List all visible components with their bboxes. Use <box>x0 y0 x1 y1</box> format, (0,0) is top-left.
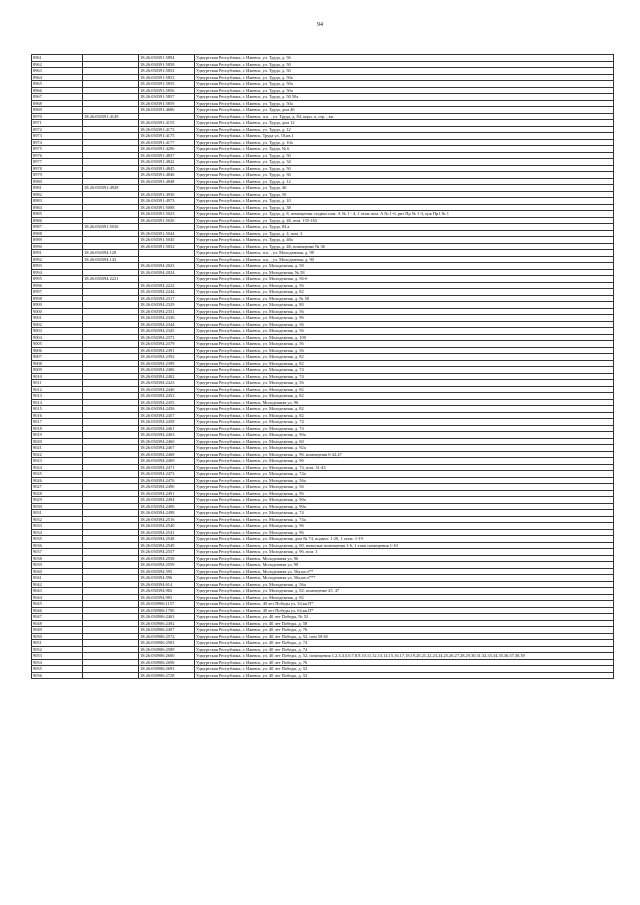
row-number: 9013 <box>32 393 83 400</box>
building-number: 18:26:030906:2698 <box>139 659 195 666</box>
building-number: 18:26:030391:4848 <box>139 178 195 185</box>
row-number: 9055 <box>32 666 83 673</box>
row-number: 9016 <box>32 412 83 419</box>
land-parcel-number: 18:26:030394:2221 <box>83 276 139 283</box>
building-number: 18:26:030394:2222 <box>139 282 195 289</box>
row-number: 9036 <box>32 542 83 549</box>
row-number: 8983 <box>32 198 83 205</box>
address: Удмуртская Республика, г. Ижевск, ул. Труда, д. 56 <box>195 55 614 62</box>
address: Удмуртская Республика, г. Ижевск, ул. Труда, д. 50 <box>195 152 614 159</box>
row-number: 9025 <box>32 471 83 478</box>
building-number: 18:26:030391:4842 <box>139 159 195 166</box>
address: Удмуртская Республика, г. Ижевск, ул. Молодежная, д. 74а <box>195 471 614 478</box>
building-number: 18:26:030394:2498 <box>139 510 195 517</box>
address: Удмуртская Республика, г. Ижевск, ул. Молодежная, д. 82 <box>195 386 614 393</box>
row-number: 9032 <box>32 516 83 523</box>
address: Удмуртская Республика, г. Ижевск, ул. Труда, д. 50а <box>195 81 614 88</box>
address: Удмуртская Республика, г. Ижевск, ул. Молодежная, д. 82 <box>195 594 614 601</box>
building-number: 18:26:030394:2392 <box>139 354 195 361</box>
row-number: 9021 <box>32 445 83 452</box>
row-number: 8998 <box>32 295 83 302</box>
row-number: 9042 <box>32 581 83 588</box>
address: Удмуртская Республика, г. Ижевск, Молодежная ул, 96 <box>195 399 614 406</box>
address: Удмуртская Республика, г. Ижевск, ул. Труда, 50 <box>195 191 614 198</box>
building-number: 18:26:030906:2728 <box>139 672 195 679</box>
building-number: 18:26:030394:2423 <box>139 380 195 387</box>
row-number: 8989 <box>32 237 83 244</box>
building-number: 18:26:030394:2468 <box>139 451 195 458</box>
address: Удмуртская Республика, г. Ижевск, ул. Молодежная, д. 82 <box>195 289 614 296</box>
building-number: 18:26:030394:2458 <box>139 419 195 426</box>
land-parcel-number: 18:26:030391:4928 <box>83 185 139 192</box>
row-number: 8970 <box>32 113 83 120</box>
register-table <box>31 54 614 679</box>
row-number: 9022 <box>32 451 83 458</box>
building-number: 18:26:030391:4973 <box>139 198 195 205</box>
row-number: 9011 <box>32 380 83 387</box>
building-number: 18:26:030391:5855 <box>139 81 195 88</box>
row-number: 8986 <box>32 217 83 224</box>
building-number: 18:26:030394:2540 <box>139 523 195 530</box>
building-number: 18:26:030394:2317 <box>139 295 195 302</box>
address: Удмуртская Республика, г. Ижевск, Труда ул, 10,кв.1 <box>195 133 614 140</box>
address: Удмуртская Республика, г. Ижевск, ул. Молодежная, д. 82 <box>195 412 614 419</box>
address: Удмуртская Республика, г. Ижевск, ул. Молодежная, д. 90а <box>195 503 614 510</box>
land-parcel-number <box>83 672 139 679</box>
address: Удмуртская Республика, г. Ижевск, ул. Молодежная, д. 56 <box>195 347 614 354</box>
row-number: 9053 <box>32 653 83 660</box>
row-number: 8966 <box>32 87 83 94</box>
row-number: 9041 <box>32 575 83 582</box>
land-parcel-number: 18:26:030391:5036 <box>83 224 139 231</box>
address: Удмуртская Республика, г. Ижевск, ул. Труда, д. 50 <box>195 61 614 68</box>
building-number: 18:26:030394:2379 <box>139 341 195 348</box>
building-number: 18:26:030394:2473 <box>139 471 195 478</box>
address: Удмуртская Республика, г. Ижевск, ул. Молодежная, д. 96, помещения 6-42,47 <box>195 451 614 458</box>
building-number: 18:26:030394:614 <box>139 581 195 588</box>
building-number: 18:26:030906:1700 <box>139 607 195 614</box>
row-number: 9000 <box>32 308 83 315</box>
building-number: 18:26:030394:2466 <box>139 438 195 445</box>
row-number: 9008 <box>32 360 83 367</box>
building-number: 18:26:030391:5026 <box>139 217 195 224</box>
building-number: 18:26:030391:4930 <box>139 191 195 198</box>
address: Удмуртская Республика, г. Ижевск, ул. 40 лет Победы, д. 52 <box>195 672 614 679</box>
row-number: 8973 <box>32 133 83 140</box>
building-number: 18:26:030394:2455 <box>139 399 195 406</box>
row-number: 8976 <box>32 152 83 159</box>
row-number: 8993 <box>32 263 83 270</box>
building-number: 18:26:030394:2456 <box>139 406 195 413</box>
row-number: 8994 <box>32 269 83 276</box>
row-number: 8977 <box>32 159 83 166</box>
row-number: 8987 <box>32 224 83 231</box>
address: Удмуртская Республика, г. Ижевск, ул. Молодежная, д. 60 <box>195 438 614 445</box>
row-number: 8995 <box>32 276 83 283</box>
row-number: 9023 <box>32 458 83 465</box>
address: Удмуртская Республика, г. Ижевск, ул. Молодежная, д. 56 <box>195 308 614 315</box>
address: Удмуртская Республика, г. Ижевск, ул. 40 лет Победы, д. 74 <box>195 640 614 647</box>
building-number: 18:26:030394:2557 <box>139 549 195 556</box>
building-number: 18:26:030906:2492 <box>139 620 195 627</box>
row-number: 8965 <box>32 81 83 88</box>
building-number: 18:26:030394:2344 <box>139 321 195 328</box>
building-number: 18:26:030394:2024 <box>139 269 195 276</box>
row-number: 9028 <box>32 490 83 497</box>
address: Удмуртская Республика, г. Ижевск, ул. Молодежная, д. 58 <box>195 263 614 270</box>
building-number: 18:26:030394:2469 <box>139 458 195 465</box>
row-number: 8979 <box>32 172 83 179</box>
address: Удмуртская Республика, г. Ижевск, ул. Молодежная, д. 74 <box>195 367 614 374</box>
address: Удмуртская Республика, г. Ижевск, ул. Молодежная, д. 96 <box>195 523 614 530</box>
building-number: 18:26:030391:5853 <box>139 74 195 81</box>
address: Удмуртская Республика, г. Ижевск, ул. Труда, д. 50 <box>195 68 614 75</box>
row-number: 9039 <box>32 562 83 569</box>
row-number: 9017 <box>32 419 83 426</box>
building-number: 18:26:030394:983 <box>139 594 195 601</box>
address: Удмуртская Республика, г. Ижевск, ул. Труда, д. 48а <box>195 237 614 244</box>
row-number: 8961 <box>32 55 83 62</box>
address: Удмуртская Республика, г. Ижевск, ул. Труда, д. 50а <box>195 74 614 81</box>
address: Удмуртская Республика, г. Ижевск, ул. Труда, д. 8, помещения: подвал пом. А № 1 - 4, 1 этаж пом. А № 1-6, рит Пр № 1-3, цок Пр1 № 1 <box>195 211 614 218</box>
address: Удмуртская Республика, г. Ижевск, ул. Труда, д. 34 <box>195 159 614 166</box>
building-number: 18:26:030394:2244 <box>139 289 195 296</box>
row-number: 9033 <box>32 523 83 530</box>
building-number: 18:26:030391:5008 <box>139 204 195 211</box>
address: Удмуртская Республика, г. Ижевск, ул. Молодежная, д. 100 <box>195 334 614 341</box>
row-number: 9005 <box>32 341 83 348</box>
row-number: 9018 <box>32 425 83 432</box>
row-number: 9054 <box>32 659 83 666</box>
row-number: 8991 <box>32 250 83 257</box>
row-number: 9030 <box>32 503 83 510</box>
building-number: 18:26:030394:2467 <box>139 445 195 452</box>
building-number: 18:26:030391:4175 <box>139 133 195 140</box>
building-number: 18:26:030394:2329 <box>139 302 195 309</box>
building-number: 18:26:030394:2549 <box>139 542 195 549</box>
address: Удмуртская Республика, г. Ижевск, ул. Молодежная, д. № 58 <box>195 295 614 302</box>
address: Удмуртская Республика, г. Ижевск, ул. Молодежная, д. 92а <box>195 445 614 452</box>
address: Удмуртская Республика, г. Ижевск, ул. Труда, д. 50 50а <box>195 94 614 101</box>
row-number: 8974 <box>32 139 83 146</box>
table-row <box>32 672 614 679</box>
row-number: 9047 <box>32 614 83 621</box>
building-number: 18:26:030391:5857 <box>139 94 195 101</box>
row-number: 8971 <box>32 120 83 127</box>
row-number: 8985 <box>32 211 83 218</box>
address: Удмуртская Республика, г. Ижевск, ул. Труда, д. 50 <box>195 165 614 172</box>
building-number: 18:26:030394:595 <box>139 568 195 575</box>
address: Удмуртская Республика, г. Ижевск, ул. 40 лет Победы, д. 76 <box>195 659 614 666</box>
building-number: 18:26:030391:4846 <box>139 172 195 179</box>
address: Удмуртская Республика, г. Ижевск, 40 лет Победы ул, 64,кв.П* <box>195 607 614 614</box>
row-number: 9038 <box>32 555 83 562</box>
address: Удмуртская Республика, г. Ижевск, ул. Молодежная, д. 96 <box>195 529 614 536</box>
row-number: 9040 <box>32 568 83 575</box>
address: Удмуртская Республика, г. Ижевск, ул. Молодежная, д. 56 <box>195 341 614 348</box>
building-number: 18:26:030391:4837 <box>139 152 195 159</box>
row-number: 9056 <box>32 672 83 679</box>
row-number: 9019 <box>32 432 83 439</box>
row-number: 9027 <box>32 484 83 491</box>
row-number: 8990 <box>32 243 83 250</box>
building-number: 18:26:030391:4155 <box>139 120 195 127</box>
address: Удмуртская Республика, г. Ижевск, ул. Молодежная, д. 56 <box>195 321 614 328</box>
row-number: 8984 <box>32 204 83 211</box>
row-number: 9001 <box>32 315 83 322</box>
building-number: 18:26:030391:5044 <box>139 230 195 237</box>
building-number: 18:26:030391:5859 <box>139 100 195 107</box>
building-number: 18:26:030394:2490 <box>139 484 195 491</box>
building-number: 18:26:030906:2463 <box>139 614 195 621</box>
address: Удмуртская Республика, г. Ижевск, ул. Молодежная, д. 90а <box>195 432 614 439</box>
address: Удмуртская Республика, г. Ижевск, ул. Труда, 46 <box>195 185 614 192</box>
address: Удмуртская Республика, г. Ижевск, ул. Молодежная, д. 96, пом. 1 <box>195 549 614 556</box>
address: Удмуртская Республика, г. Ижевск, ул. Молодежная, № 58 <box>195 269 614 276</box>
address: Удмуртская Республика, г. Ижевск, ул. Молодежная, д. 82 <box>195 406 614 413</box>
address: Удмуртская Республика, г. Ижевск, ул. Труда, д. 48, пом. 135-163 <box>195 217 614 224</box>
address: Удмуртская Республика, г. Ижевск, ул. Молодежная, д. 56 <box>195 328 614 335</box>
address: Удмуртская Республика, г. Ижевск, ул. Молодежная, д. 96 <box>195 490 614 497</box>
building-number: 18:26:030394:2516 <box>139 516 195 523</box>
row-number: 8972 <box>32 126 83 133</box>
address: Удмуртская Республика, г. Ижевск, ул. 40 лет Победы, д. 58 <box>195 620 614 627</box>
building-number: 18:26:030906:2589 <box>139 646 195 653</box>
address: Удмуртская Республика, г. Ижевск, ул. Молодежная, д. 56 <box>195 484 614 491</box>
building-number: 18:26:030394:596 <box>139 575 195 582</box>
building-number: 18:26:030394:2452 <box>139 393 195 400</box>
address: Удмуртская Республика, г. Ижевск, ул. Молодежная, дом № 74, подвал: 1-20, 1 этаж: 1-19 <box>195 536 614 543</box>
building-number: 18:26:030391:4173 <box>139 126 195 133</box>
row-number: 9034 <box>32 529 83 536</box>
address: Удмуртская Республика, г. Ижевск, ул. 40 лет Победы, № 52 <box>195 614 614 621</box>
row-number: 8988 <box>32 230 83 237</box>
building-number: 18:26:030394:2463 <box>139 432 195 439</box>
building-number: 18:26:030394:2446 <box>139 386 195 393</box>
building-number: 18:26:030394:2331 <box>139 308 195 315</box>
address: Удмуртская Республика, г. Ижевск, Молодежная ул, 96 <box>195 555 614 562</box>
building-number: 18:26:030394:2461 <box>139 425 195 432</box>
address: Удмуртская Республика, г. Ижевск, ул. Молодежная, д. 56-б <box>195 276 614 283</box>
row-number: 9045 <box>32 601 83 608</box>
address: Удмуртская Республика, г. Ижевск, ул. Молодежная, д. 74 <box>195 373 614 380</box>
address: Удмуртская Республика, г. Ижевск, п.п. , ул. Труда, д. 84, корп. а, стр. , кв. <box>195 113 614 120</box>
row-number: 9006 <box>32 347 83 354</box>
row-number: 8968 <box>32 100 83 107</box>
row-number: 9046 <box>32 607 83 614</box>
building-number: 18:26:030394:2406 <box>139 367 195 374</box>
address: Удмуртская Республика, г. Ижевск, ул. 40 лет Победы, д. 52, помещения 1,2,3,4,5,6,7,8,9,10,11,12,13,14,15,16,17,18,19,20,21,22,23,24,25,26,27,28,29,30,31,32,33,34,35,36,37,38,39 <box>195 653 614 660</box>
building-number: 18:26:030391:5052 <box>139 243 195 250</box>
building-number: 18:26:030391:5023 <box>139 211 195 218</box>
building-number: 18:26:030391:4845 <box>139 165 195 172</box>
address: Удмуртская Республика, г. Ижевск, ул. Труда, 84 а <box>195 224 614 231</box>
address: Удмуртская Республика, г. Ижевск, ул. Молодежная, д. 82 <box>195 393 614 400</box>
building-number: 18:26:030906:2693 <box>139 666 195 673</box>
address: Удмуртская Республика, г. Ижевск, ул. Молодежная, д. 96 <box>195 315 614 322</box>
address: Удмуртская Республика, г. Ижевск, ул. Молодежная, д. 82, помещение 45, 47 <box>195 588 614 595</box>
row-number: 8975 <box>32 146 83 153</box>
address: Удмуртская Республика, г. Ижевск, ул. 40 лет Победы, д. 52, пом 50-65 <box>195 633 614 640</box>
building-number: 18:26:030906:2583 <box>139 640 195 647</box>
address: Удмуртская Республика, г. Ижевск, ул. 40 лет Победы, д. 52 <box>195 666 614 673</box>
building-number: 18:26:030394:2023 <box>139 263 195 270</box>
row-number: 9031 <box>32 510 83 517</box>
building-number: 18:26:030906:2497 <box>139 627 195 634</box>
building-number: 18:26:030394:2476 <box>139 477 195 484</box>
building-number: 18:26:030394:2496 <box>139 503 195 510</box>
address: Удмуртская Республика, г. Ижевск, ул. Молодежная, д. 74 <box>195 419 614 426</box>
address: Удмуртская Республика, г. Ижевск, ул. Молодежная, д. 74, пом. 31-43 <box>195 464 614 471</box>
address: Удмуртская Республика, г. Ижевск, Молодежная ул, 56а,кв.п*** <box>195 575 614 582</box>
address: Удмуртская Республика, г. Ижевск, ул. Труда, д. 10а <box>195 139 614 146</box>
row-number: 8967 <box>32 94 83 101</box>
row-number: 8996 <box>32 282 83 289</box>
building-number: 18:26:030391:4177 <box>139 139 195 146</box>
building-number: 18:26:030391:5856 <box>139 87 195 94</box>
row-number: 9048 <box>32 620 83 627</box>
building-number: 18:26:030394:2548 <box>139 536 195 543</box>
row-number: 9029 <box>32 497 83 504</box>
row-number: 8999 <box>32 302 83 309</box>
address: Удмуртская Республика, г. Ижевск, ул. 40 лет Победы, д. 76 <box>195 627 614 634</box>
address: Удмуртская Республика, г. Ижевск, ул. Молодежная, д. 56а <box>195 477 614 484</box>
row-number: 9052 <box>32 646 83 653</box>
row-number: 9012 <box>32 386 83 393</box>
building-number: 18:26:030394:2559 <box>139 562 195 569</box>
row-number: 9014 <box>32 399 83 406</box>
row-number: 9051 <box>32 640 83 647</box>
building-number: 18:26:030391:4686 <box>139 107 195 114</box>
row-number: 9024 <box>32 464 83 471</box>
row-number: 9050 <box>32 633 83 640</box>
building-number: 18:26:030394:2471 <box>139 464 195 471</box>
address: Удмуртская Республика, г. Ижевск, ул. Молодежная, д. 74 <box>195 510 614 517</box>
address: Удмуртская Республика, г. Ижевск, п.п. , ул. Молодежная, д. 90 <box>195 256 614 263</box>
row-number: 9009 <box>32 367 83 374</box>
row-number: 9043 <box>32 588 83 595</box>
address: Удмуртская Республика, г. Ижевск, п.п. , ул. Молодежная, д. 98 <box>195 250 614 257</box>
address: Удмуртская Республика, г. Ижевск, ул. Труда, д. 38 <box>195 204 614 211</box>
address: Удмуртская Республика, г. Ижевск, ул. Молодежная, д. 74а <box>195 516 614 523</box>
building-number: 18:26:030394:982 <box>139 588 195 595</box>
building-number: 18:26:030394:2541 <box>139 529 195 536</box>
row-number: 9015 <box>32 406 83 413</box>
address: Удмуртская Республика, г. Ижевск, ул. Молодежная, д. 80 <box>195 302 614 309</box>
address: Удмуртская Республика, г. Ижевск, ул. Труда, дом 12 <box>195 120 614 127</box>
building-number: 18:26:030391:5852 <box>139 68 195 75</box>
building-number: 18:26:030391:4296 <box>139 146 195 153</box>
row-number: 9020 <box>32 438 83 445</box>
row-number: 9026 <box>32 477 83 484</box>
address: Удмуртская Республика, г. Ижевск, ул. Труда, дом 46 <box>195 107 614 114</box>
building-number: 18:26:030391:5858 <box>139 61 195 68</box>
building-number: 18:26:030906:1157 <box>139 601 195 608</box>
row-number: 9007 <box>32 354 83 361</box>
row-number: 8981 <box>32 185 83 192</box>
row-number: 9003 <box>32 328 83 335</box>
building-number: 18:26:030906:2572 <box>139 633 195 640</box>
address: Удмуртская Республика, г. Ижевск, ул. Молодежная, д. 56 <box>195 380 614 387</box>
address: Удмуртская Республика, г. Ижевск, ул. Труда, д. 50а <box>195 100 614 107</box>
address: Удмуртская Республика, г. Ижевск, ул. Труда, д. 36 <box>195 172 614 179</box>
building-number: 18:26:030391:5045 <box>139 237 195 244</box>
building-number: 18:26:030394:2491 <box>139 490 195 497</box>
land-parcel-number: 18:26:030394:128 <box>83 250 139 257</box>
address: Удмуртская Республика, г. Ижевск, ул. Молодежная, д. 60, нежилые помещения 1-6, 1 этаж помещения 1-10 <box>195 542 614 549</box>
row-number: 9004 <box>32 334 83 341</box>
row-number: 8963 <box>32 68 83 75</box>
address: Удмуртская Республика, г. Ижевск, Молодежная ул, 98 <box>195 562 614 569</box>
address: Удмуртская Республика, г. Ижевск, ул. Молодежная, д. 74 <box>195 425 614 432</box>
address: Удмуртская Республика, г. Ижевск, ул. Молодежная, д. 90а <box>195 497 614 504</box>
address: Удмуртская Республика, г. Ижевск, ул. Молодежная, д. 56а <box>195 581 614 588</box>
address: Удмуртская Республика, г. Ижевск, ул. Труда, д. 48, помещение № 36 <box>195 243 614 250</box>
row-number: 8980 <box>32 178 83 185</box>
row-number: 8997 <box>32 289 83 296</box>
building-number: 18:26:030394:2399 <box>139 360 195 367</box>
address: Удмуртская Республика, г. Ижевск, ул. Труда, д. 12 <box>195 126 614 133</box>
land-parcel-number: 18:26:030391:4149 <box>83 113 139 120</box>
building-number: 18:26:030394:2391 <box>139 347 195 354</box>
building-number: 18:26:030394:2336 <box>139 315 195 322</box>
building-number: 18:26:030394:2373 <box>139 334 195 341</box>
address: Удмуртская Республика, г. Ижевск, ул. Молодежная, д. 82 <box>195 360 614 367</box>
row-number: 8964 <box>32 74 83 81</box>
row-number: 8962 <box>32 61 83 68</box>
address: Удмуртская Республика, г. Ижевск, ул. Молодежная, д. 82 <box>195 354 614 361</box>
row-number: 9002 <box>32 321 83 328</box>
address: Удмуртская Республика, г. Ижевск, 40 лет Победы ул, 34,кв.П* <box>195 601 614 608</box>
address: Удмуртская Республика, г. Ижевск, ул. Труда, № 6 <box>195 146 614 153</box>
row-number: 9044 <box>32 594 83 601</box>
address: Удмуртская Республика, г. Ижевск, Молодежная ул, 56а,кв.п** <box>195 568 614 575</box>
address: Удмуртская Республика, г. Ижевск, ул. Молодежная, д. 96 <box>195 458 614 465</box>
row-number: 9010 <box>32 373 83 380</box>
building-number: 18:26:030394:2457 <box>139 412 195 419</box>
building-number: 18:26:030394:2558 <box>139 555 195 562</box>
address: Удмуртская Республика, г. Ижевск, ул. Труда, д. 12 <box>195 178 614 185</box>
row-number: 8978 <box>32 165 83 172</box>
building-number: 18:26:030391:5894 <box>139 55 195 62</box>
row-number: 9037 <box>32 549 83 556</box>
page-number: 94 <box>317 22 323 28</box>
land-parcel-number: 18:26:030394:143 <box>83 256 139 263</box>
building-number: 18:26:030394:2345 <box>139 328 195 335</box>
building-number: 18:26:030394:2494 <box>139 497 195 504</box>
row-number: 8982 <box>32 191 83 198</box>
address: Удмуртская Республика, г. Ижевск, ул. 40 лет Победы, д. 74 <box>195 646 614 653</box>
row-number: 9049 <box>32 627 83 634</box>
row-number: 8992 <box>32 256 83 263</box>
address: Удмуртская Республика, г. Ижевск, ул. Труда, д. 50а <box>195 87 614 94</box>
row-number: 8969 <box>32 107 83 114</box>
address: Удмуртская Республика, г. Ижевск, ул. Молодежная, д. 56 <box>195 282 614 289</box>
building-number: 18:26:030906:2600 <box>139 653 195 660</box>
address: Удмуртская Республика, г. Ижевск, ул. Труда, д. 4, пом. 3 <box>195 230 614 237</box>
building-number: 18:26:030394:2402 <box>139 373 195 380</box>
row-number: 9035 <box>32 536 83 543</box>
address: Удмуртская Республика, г. Ижевск, ул. Труда, д. 10 <box>195 198 614 205</box>
